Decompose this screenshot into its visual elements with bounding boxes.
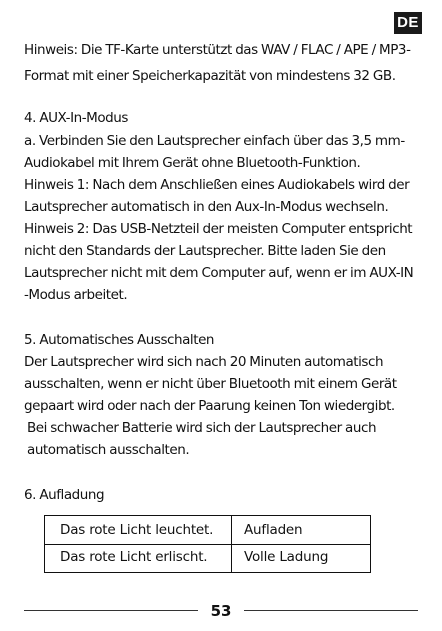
table-cell-status-2: Volle Ladung (244, 549, 329, 565)
page-number: 53 (210, 602, 232, 620)
aux-line-6: nicht den Standards der Lautsprecher. Bitte laden Sie den (24, 243, 386, 259)
aux-line-2: Audiokabel mit Ihrem Gerät ohne Bluetooth-Funktion. (24, 155, 361, 171)
tf-note-line-2: Format mit einer Speicherkapazität von mindestens 32 GB. (24, 68, 396, 84)
table-cell-status-1: Aufladen (244, 522, 303, 538)
table-row-divider (45, 544, 370, 545)
aux-section-heading: 4. AUX-In-Modus (24, 110, 128, 126)
aux-line-3: Hinweis 1: Nach dem Anschließen eines Audiokabels wird der (24, 177, 410, 193)
aux-line-1: a. Verbinden Sie den Lautsprecher einfach über das 3,5 mm- (24, 133, 405, 149)
aux-line-8: -Modus arbeitet. (24, 287, 128, 303)
footer-rule-left (24, 610, 198, 611)
tf-note-line-1: Hinweis: Die TF-Karte unterstützt das WAV / FLAC / APE / MP3- (24, 42, 411, 58)
footer-rule-right (244, 610, 418, 611)
battery-note-line-2: automatisch ausschalten. (27, 442, 190, 458)
charging-heading: 6. Aufladung (24, 487, 105, 503)
aux-line-5: Hinweis 2: Das USB-Netzteil der meisten Computer entspricht (24, 221, 413, 237)
auto-off-line-1: Der Lautsprecher wird sich nach 20 Minuten automatisch (24, 354, 384, 370)
battery-note-line-1: Bei schwacher Batterie wird sich der Lautsprecher auch (27, 420, 377, 436)
aux-line-7: Lautsprecher nicht mit dem Computer auf, wenn er im AUX-IN (24, 265, 414, 281)
table-cell-indicator-1: Das rote Licht leuchtet. (60, 522, 214, 538)
table-cell-indicator-2: Das rote Licht erlischt. (60, 549, 208, 565)
language-badge: DE (394, 12, 422, 34)
charging-status-table (44, 515, 371, 573)
aux-line-4: Lautsprecher automatisch in den Aux-In-Modus wechseln. (24, 199, 389, 215)
auto-off-line-2: ausschalten, wenn er nicht über Bluetooth mit einem Gerät (24, 376, 397, 392)
auto-off-line-3: gepaart wird oder nach der Paarung keinen Ton wiedergibt. (24, 398, 395, 414)
auto-off-heading: 5. Automatisches Ausschalten (24, 332, 215, 348)
